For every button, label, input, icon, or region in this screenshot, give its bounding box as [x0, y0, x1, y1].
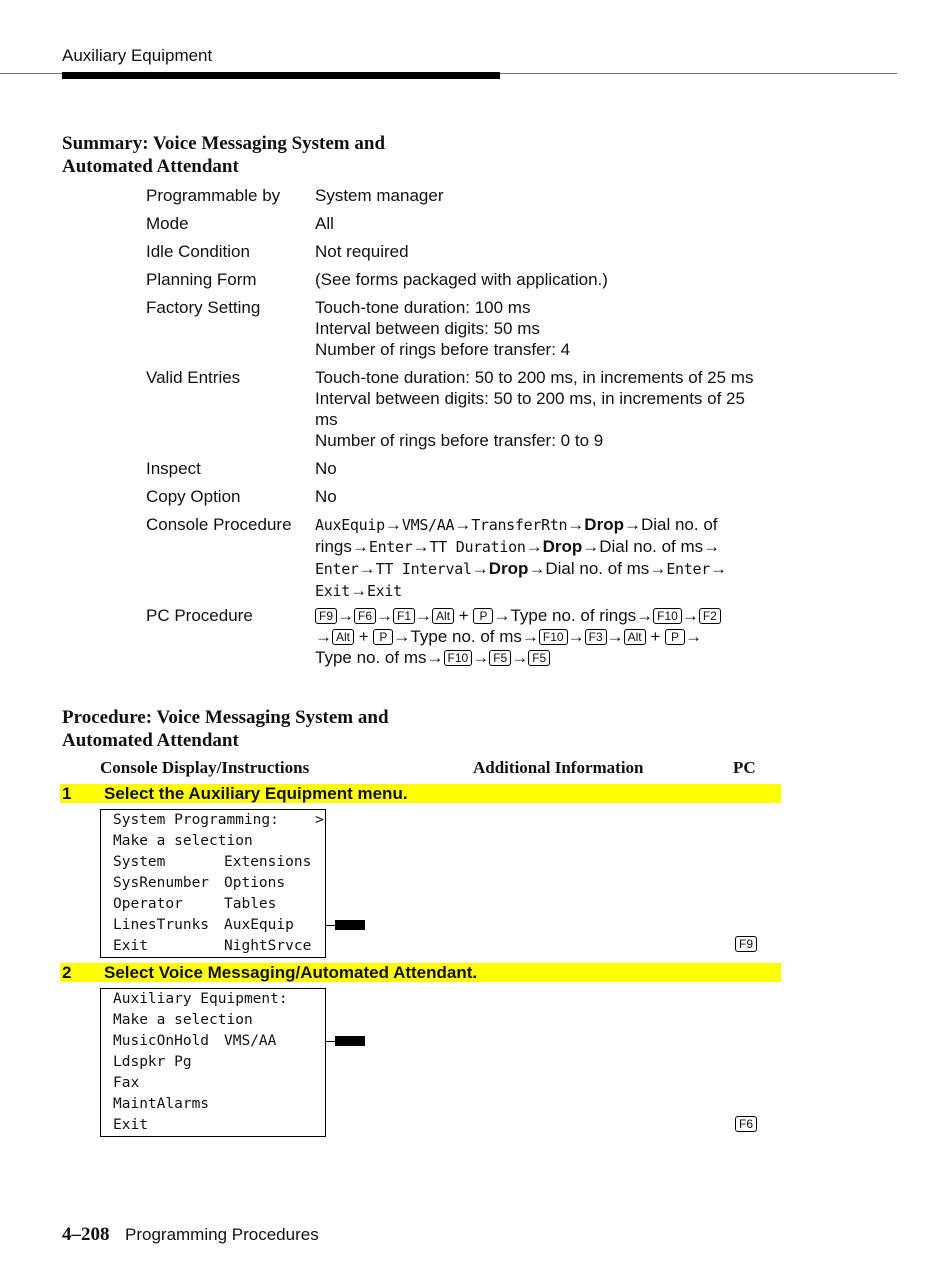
summary-heading-line1: Summary: Voice Messaging System and — [62, 133, 386, 154]
pc-procedure-line — [315, 626, 785, 647]
key-p: P — [373, 629, 393, 645]
summary-value: No — [315, 487, 337, 506]
key-f9: F9 — [315, 608, 337, 624]
arrow: → — [685, 627, 703, 646]
screen-option: NightSrvce — [224, 938, 312, 954]
summary-value: No — [315, 459, 337, 478]
cmd-exit: Exit — [315, 582, 350, 600]
instruction-text: Dial no. of — [640, 515, 718, 534]
screen-row — [101, 810, 325, 831]
pc-procedure-line — [315, 605, 785, 626]
summary-label: Factory Setting — [146, 298, 261, 317]
value-line: Number of rings before transfer: 4 — [315, 340, 571, 359]
arrow: → — [415, 606, 433, 625]
screen-row — [101, 1073, 325, 1094]
selection-pointer-line — [325, 925, 335, 926]
arrow: → — [315, 627, 332, 646]
arrow: → — [454, 515, 472, 534]
summary-label: Console Procedure — [146, 515, 292, 534]
selection-pointer — [335, 1036, 365, 1046]
console-screen — [100, 809, 326, 958]
key-f5: F5 — [489, 650, 511, 666]
summary-label: Valid Entries — [146, 368, 241, 387]
screen-option: Tables — [224, 896, 277, 912]
step-text: Select Voice Messaging/Automated Attendant. — [104, 963, 478, 982]
procedure-heading-line1: Procedure: Voice Messaging System and — [62, 707, 389, 728]
column-header-additional: Additional Information — [473, 758, 644, 777]
arrow: → — [567, 627, 585, 646]
arrow: → — [511, 648, 529, 667]
key-f10: F10 — [444, 650, 473, 666]
arrow: → — [376, 606, 394, 625]
arrow: → — [606, 627, 624, 646]
screen-row — [101, 989, 325, 1010]
screen-row — [101, 894, 325, 915]
value-line: ms — [315, 410, 338, 429]
summary-label: Mode — [146, 214, 189, 233]
arrow: → — [623, 515, 641, 534]
screen-option: MusicOnHold — [113, 1033, 210, 1049]
arrow: → — [636, 606, 654, 625]
console-procedure — [315, 514, 785, 602]
instruction-text: Dial no. of ms — [599, 537, 704, 556]
cmd-auxequip: AuxEquip — [315, 516, 385, 534]
key-f9: F9 — [735, 936, 757, 952]
summary-label: PC Procedure — [146, 606, 253, 625]
procedure-heading-line2: Automated Attendant — [62, 730, 239, 751]
summary-heading-line2: Automated Attendant — [62, 156, 239, 177]
cmd-drop: Drop — [584, 515, 624, 534]
key-f5: F5 — [528, 650, 550, 666]
column-header-console: Console Display/Instructions — [100, 758, 310, 777]
plus: + — [358, 627, 369, 646]
arrow: → — [582, 537, 600, 556]
summary-label: Programmable by — [146, 186, 281, 205]
column-header-pc: PC — [733, 758, 756, 777]
arrow: → — [471, 559, 489, 578]
arrow: → — [412, 537, 430, 556]
cmd-vmsaa: VMS/AA — [401, 516, 455, 534]
arrow: → — [567, 515, 585, 534]
header-rule-bold — [62, 72, 500, 79]
summary-value: (See forms packaged with application.) — [315, 270, 608, 289]
cmd-enter: Enter — [368, 538, 413, 556]
arrow: → — [426, 648, 444, 667]
summary-heading — [62, 132, 385, 178]
arrow: → — [525, 537, 543, 556]
cmd-drop: Drop — [488, 559, 529, 578]
arrow: → — [472, 648, 490, 667]
value-line: Touch-tone duration: 50 to 200 ms, in increments of 25 ms — [315, 368, 754, 387]
key-alt: Alt — [624, 629, 646, 645]
key-f6: F6 — [735, 1116, 757, 1132]
screen-option: Ldspkr Pg — [113, 1054, 192, 1070]
step-number: 2 — [62, 963, 72, 982]
screen-option: Exit — [113, 1117, 148, 1133]
screen-option: Operator — [113, 896, 183, 912]
summary-value — [315, 367, 785, 451]
instruction-text: Dial no. of ms — [545, 559, 650, 578]
screen-text: > — [315, 812, 324, 828]
arrow: → — [351, 537, 369, 556]
arrow: → — [384, 515, 402, 534]
screen-option-selected: VMS/AA — [224, 1033, 277, 1049]
key-f2: F2 — [699, 608, 721, 624]
screen-row — [101, 1010, 325, 1031]
arrow: → — [709, 559, 727, 578]
screen-option: SysRenumber — [113, 875, 210, 891]
console-screen — [100, 988, 326, 1137]
arrow: → — [337, 606, 355, 625]
screen-option: MaintAlarms — [113, 1096, 210, 1112]
running-header: Auxiliary Equipment — [62, 46, 213, 65]
key-alt: Alt — [332, 629, 354, 645]
screen-text: Make a selection — [113, 833, 253, 849]
instruction-text: rings — [315, 537, 352, 556]
arrow: → — [703, 537, 721, 556]
cmd-exit: Exit — [366, 582, 402, 600]
arrow: → — [521, 627, 539, 646]
value-line: Number of rings before transfer: 0 to 9 — [315, 431, 604, 450]
cmd-enter: Enter — [315, 560, 359, 578]
footer-section: Programming Procedures — [125, 1225, 319, 1244]
key-f10: F10 — [653, 608, 682, 624]
key-f10: F10 — [539, 629, 568, 645]
screen-option: Extensions — [224, 854, 312, 870]
screen-option: Fax — [113, 1075, 140, 1091]
pc-key-cell — [735, 1116, 757, 1134]
arrow: → — [681, 606, 699, 625]
step-banner — [60, 784, 781, 803]
screen-row — [101, 1115, 325, 1136]
screen-row — [101, 873, 325, 894]
key-f6: F6 — [354, 608, 376, 624]
cmd-tt-interval: TT Interval — [375, 560, 472, 578]
key-f1: F1 — [393, 608, 415, 624]
console-procedure-line — [315, 580, 785, 602]
procedure-heading — [62, 706, 389, 752]
cmd-tt-duration: TT Duration — [429, 538, 526, 556]
screen-row — [101, 936, 325, 957]
cmd-transferrtn: TransferRtn — [471, 516, 568, 534]
summary-label: Planning Form — [146, 270, 257, 289]
summary-label: Idle Condition — [146, 242, 250, 261]
screen-option: Options — [224, 875, 286, 891]
step-number: 1 — [62, 784, 72, 803]
summary-label: Copy Option — [146, 487, 241, 506]
arrow: → — [358, 559, 376, 578]
key-p: P — [473, 608, 493, 624]
arrow: → — [349, 581, 367, 600]
plus: + — [650, 627, 661, 646]
screen-row — [101, 1031, 325, 1052]
screen-text: System Programming: — [113, 812, 279, 828]
pc-procedure-line — [315, 647, 785, 668]
screen-text: Auxiliary Equipment: — [113, 991, 288, 1007]
cmd-drop: Drop — [542, 537, 583, 556]
screen-row — [101, 1052, 325, 1073]
console-procedure-line — [315, 536, 785, 558]
selection-pointer-line — [325, 1041, 335, 1042]
console-procedure-line — [315, 514, 785, 536]
page-number: 4–208 — [62, 1224, 110, 1245]
screen-row — [101, 915, 325, 936]
summary-value — [315, 297, 785, 360]
selection-pointer — [335, 920, 365, 930]
screen-option-selected: AuxEquip — [224, 917, 294, 933]
instruction-text: Type no. of ms — [315, 648, 427, 667]
summary-label: Inspect — [146, 459, 201, 478]
screen-option: System — [113, 854, 166, 870]
screen-option: LinesTrunks — [113, 917, 210, 933]
arrow: → — [493, 606, 511, 625]
screen-row — [101, 852, 325, 873]
key-p: P — [665, 629, 685, 645]
console-procedure-line — [315, 558, 785, 580]
value-line: Interval between digits: 50 to 200 ms, in increments of 25 — [315, 389, 745, 408]
step-banner — [60, 963, 781, 982]
key-alt: Alt — [432, 608, 454, 624]
summary-value: All — [315, 214, 334, 233]
screen-text: Make a selection — [113, 1012, 253, 1028]
instruction-text: Type no. of rings — [510, 606, 637, 625]
value-line: Touch-tone duration: 100 ms — [315, 298, 531, 317]
summary-value: Not required — [315, 242, 409, 261]
plus: + — [458, 606, 469, 625]
arrow: → — [649, 559, 667, 578]
pc-key-cell — [735, 936, 757, 954]
cmd-enter: Enter — [666, 560, 710, 578]
pc-procedure — [315, 605, 785, 668]
key-f3: F3 — [585, 629, 607, 645]
screen-row — [101, 1094, 325, 1115]
arrow: → — [393, 627, 411, 646]
arrow: → — [528, 559, 546, 578]
screen-option: Exit — [113, 938, 148, 954]
instruction-text: Type no. of ms — [410, 627, 522, 646]
screen-row — [101, 831, 325, 852]
summary-value: System manager — [315, 186, 444, 205]
step-text: Select the Auxiliary Equipment menu. — [104, 784, 408, 803]
value-line: Interval between digits: 50 ms — [315, 319, 540, 338]
